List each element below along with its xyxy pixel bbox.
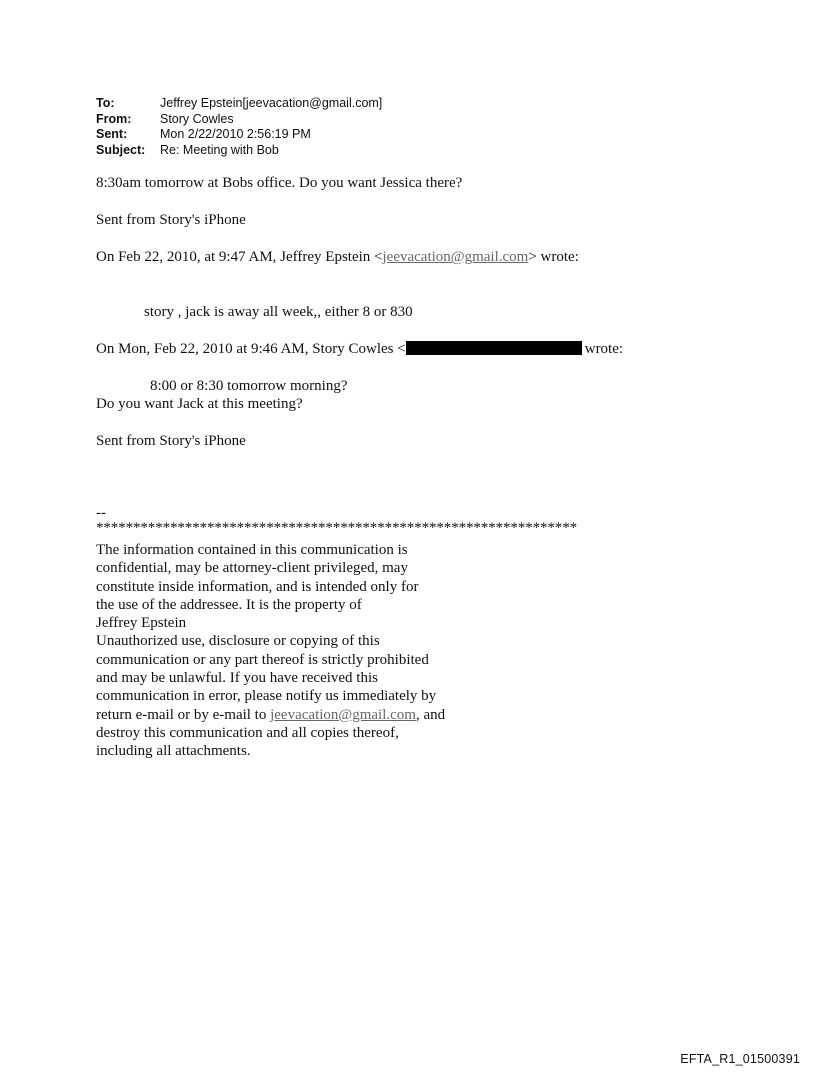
- sent-label: Sent:: [96, 127, 128, 141]
- disclaimer-line: destroy this communication and all copies thereof,: [96, 724, 399, 741]
- email-header: [96, 96, 382, 158]
- signature-2: Sent from Story's iPhone: [96, 433, 246, 449]
- disclaimer-line: including all attachments.: [96, 743, 251, 760]
- from-label: From:: [96, 111, 132, 126]
- disclaimer-line: [96, 706, 445, 724]
- disclaimer-line: the use of the addressee. It is the property of: [96, 596, 362, 613]
- reply-text: 8:30am tomorrow at Bobs office. Do you want Jessica there?: [96, 175, 463, 191]
- disclaimer-email-prefix: return e-mail or by e-mail to: [96, 706, 271, 723]
- quote-1-text: story , jack is away all week,, either 8 or 830: [144, 304, 413, 320]
- header-subject-row: [96, 143, 382, 159]
- subject-label: Subject:: [96, 142, 146, 157]
- disclaimer-email-suffix: , and: [415, 706, 446, 723]
- quote-1-suffix: > wrote:: [528, 249, 579, 265]
- disclaimer-line: constitute inside information, and is intended only for: [96, 578, 419, 595]
- redaction-box: [406, 341, 582, 355]
- disclaimer-line: and may be unlawful. If you have received this: [96, 670, 378, 687]
- disclaimer-line: The information contained in this communication is: [96, 542, 408, 558]
- quote-1-prefix: On Feb 22, 2010, at 9:47 AM, Jeffrey Epstein <: [96, 249, 383, 265]
- quote-1-email-link[interactable]: jeevacation@gmail.com: [382, 249, 529, 265]
- quote-2-prefix: On Mon, Feb 22, 2010 at 9:46 AM, Story Cowles <: [96, 341, 406, 357]
- to-value: Jeffrey Epstein[jeevacation@gmail.com]: [160, 96, 383, 110]
- from-value: Story Cowles: [160, 111, 234, 126]
- signature-1: Sent from Story's iPhone: [96, 212, 246, 228]
- header-from-row: [96, 112, 382, 128]
- disclaimer-line: Unauthorized use, disclosure or copying of this: [96, 633, 380, 650]
- document-id: EFTA_R1_01500391: [680, 1052, 800, 1066]
- confidentiality-disclaimer: [96, 541, 445, 761]
- header-to-row: [96, 96, 382, 112]
- disclaimer-line: communication or any part thereof is strictly prohibited: [96, 651, 429, 668]
- quote-1-attribution: [96, 248, 579, 266]
- to-label: To:: [96, 96, 115, 110]
- header-sent-row: [96, 127, 382, 143]
- signature-dashes: --: [96, 505, 106, 521]
- quote-2-line-1: 8:00 or 8:30 tomorrow morning?: [150, 378, 348, 394]
- quote-2-attribution: [96, 340, 623, 358]
- disclaimer-line: communication in error, please notify us immediately by: [96, 688, 437, 705]
- subject-value: Re: Meeting with Bob: [160, 142, 279, 157]
- disclaimer-line: Jeffrey Epstein: [96, 615, 187, 632]
- sent-value: Mon 2/22/2010 2:56:19 PM: [160, 127, 311, 141]
- disclaimer-line: confidential, may be attorney-client privileged, may: [96, 560, 408, 577]
- disclaimer-email-link[interactable]: jeevacation@gmail.com: [270, 706, 416, 723]
- quote-2-suffix: wrote:: [584, 341, 624, 357]
- quote-2-line-2: Do you want Jack at this meeting?: [96, 396, 303, 412]
- stars-divider: *****************************************************************: [96, 520, 578, 536]
